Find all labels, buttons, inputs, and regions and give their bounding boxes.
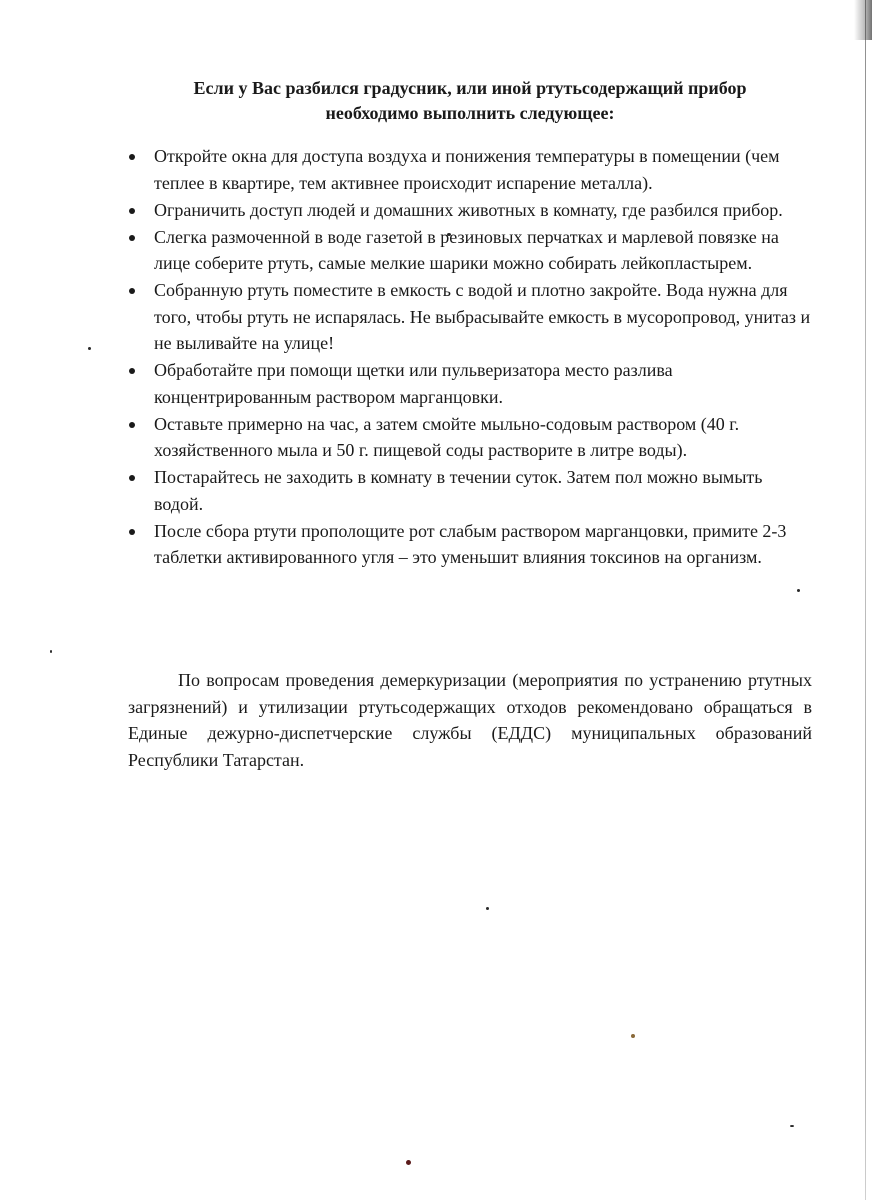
scan-speck	[486, 907, 489, 910]
list-item	[126, 277, 816, 357]
bullet-icon	[129, 422, 135, 428]
scan-speck	[631, 1034, 635, 1038]
list-item	[126, 464, 816, 517]
bullet-icon	[129, 235, 135, 241]
list-item-text: Оставьте примерно на час, а затем смойте мыльно-содовым раствором (40 г. хозяйственного мыла и 50 г. пищевой соды растворите в литре воды).	[154, 413, 740, 460]
bullet-icon	[129, 529, 135, 535]
document-heading	[120, 76, 820, 126]
bullet-icon	[129, 288, 135, 294]
list-item-text: После сбора ртути прополощите рот слабым раствором марганцовки, примите 2-3 таблетки активированного угля – это уменьшит влияния токсинов на организм.	[154, 520, 787, 567]
scan-speck	[797, 589, 800, 592]
closing-paragraph: По вопросам проведения демеркуризации (мероприятия по устранению ртутных загрязнений) и утилизации ртутьсодержащих отходов рекомендовано обращаться в Единые дежурно-диспетчерские службы (ЕДДС) муниципальных образований Республики Татарстан.	[128, 670, 812, 770]
list-item	[126, 224, 816, 277]
bullet-icon	[129, 475, 135, 481]
bullet-icon	[129, 368, 135, 374]
bullet-icon	[129, 208, 135, 214]
list-item-text: Собранную ртуть поместите в емкость с водой и плотно закройте. Вода нужна для того, чтобы ртуть не испарялась. Не выбрасывайте емкость в мусоропровод, унитаз и не выливайте на улице!	[154, 280, 811, 353]
list-item-text: Ограничить доступ людей и домашних животных в комнату, где разбился прибор.	[154, 199, 783, 220]
list-item	[126, 357, 816, 410]
instruction-list	[126, 143, 816, 571]
heading-line-1: Если у Вас разбился градусник, или иной ртутьсодержащий прибор	[193, 78, 747, 98]
scan-corner-shadow	[854, 0, 872, 40]
bullet-icon	[129, 154, 135, 160]
list-item-text: Откройте окна для доступа воздуха и понижения температуры в помещении (чем теплее в квартире, тем активнее происходит испарение металла).	[154, 146, 780, 193]
heading-line-2: необходимо выполнить следующее:	[325, 103, 615, 123]
list-item-text: Слегка размоченной в воде газетой в резиновых перчатках и марлевой повязке на лице соберите ртуть, самые мелкие шарики можно собирать лейкопластырем.	[154, 226, 779, 273]
list-item-text: Обработайте при помощи щетки или пульверизатора место разлива концентрированным раствором марганцовки.	[154, 360, 673, 407]
list-item	[126, 411, 816, 464]
scan-speck	[406, 1160, 411, 1165]
list-item	[126, 197, 816, 224]
scan-speck	[790, 1125, 794, 1127]
list-item	[126, 518, 816, 571]
scan-speck	[88, 347, 91, 350]
list-item-text: Постарайтесь не заходить в комнату в течении суток. Затем пол можно вымыть водой.	[154, 467, 763, 514]
scan-edge	[865, 0, 866, 1200]
scan-speck	[50, 650, 52, 653]
list-item	[126, 143, 816, 196]
